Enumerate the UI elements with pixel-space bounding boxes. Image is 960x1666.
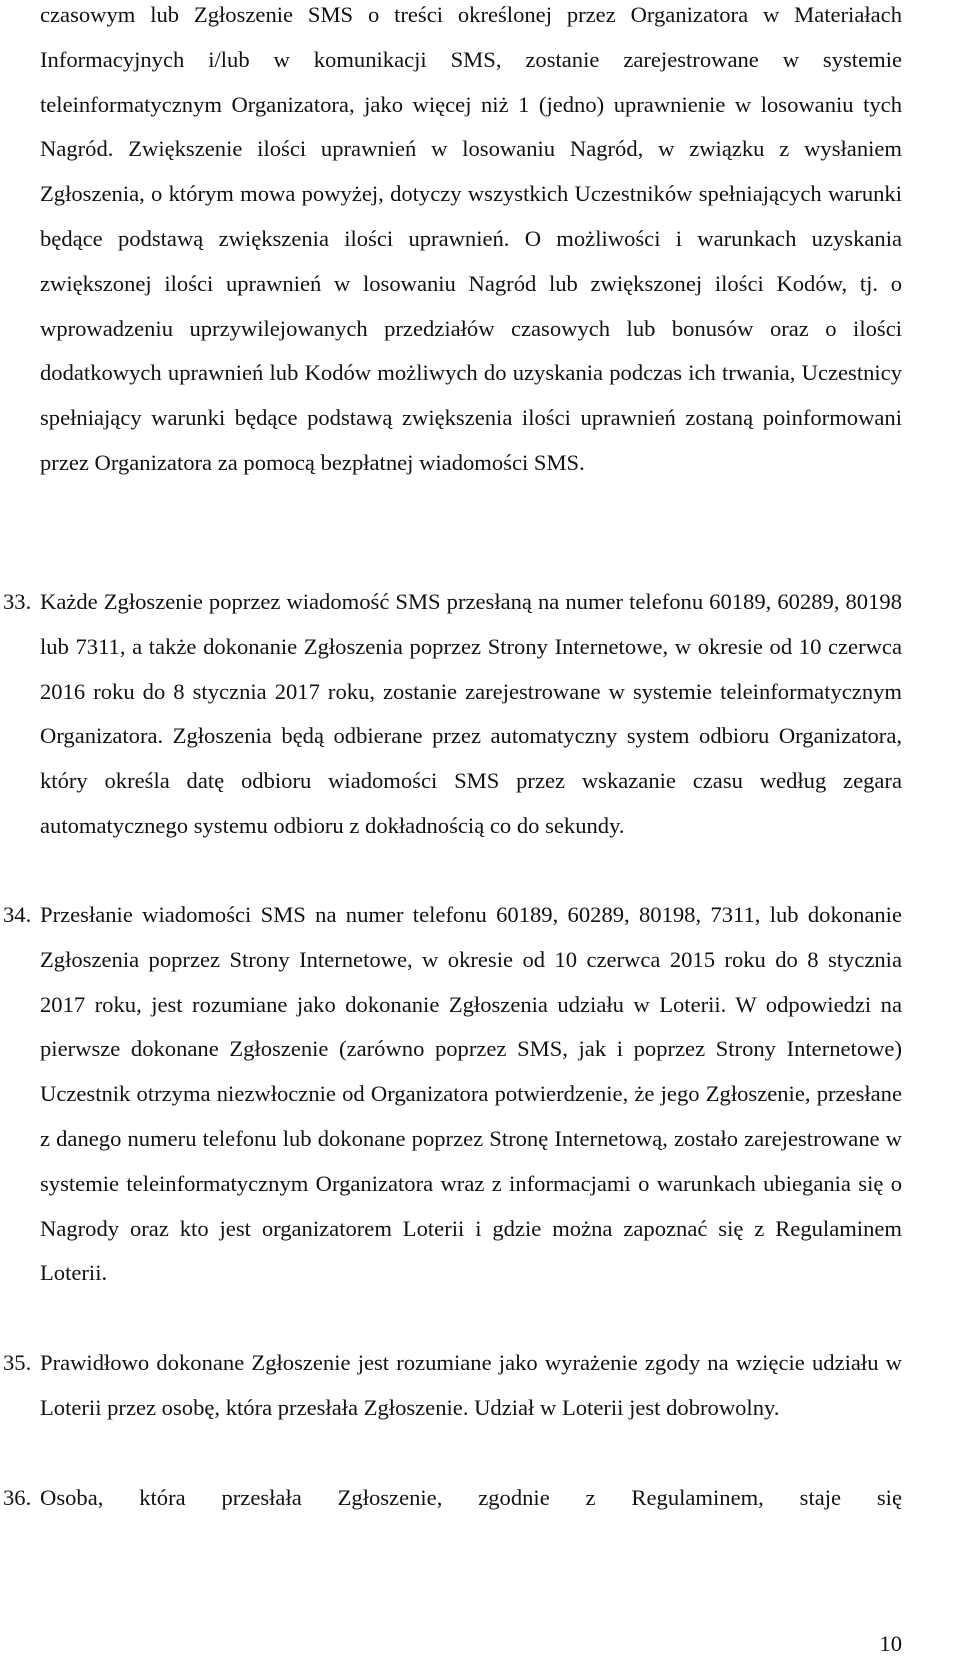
item-number: 33. — [3, 589, 32, 614]
item-number: 35. — [3, 1350, 32, 1375]
intro-paragraph: czasowym lub Zgłoszenie SMS o treści określonej przez Organizatora w Materiałach Informacyjnych i/lub w komunikacji SMS, zostanie zarejestrowane w systemie teleinformatycznym Organizatora, jako więcej niż 1 (jedno) uprawnienie w losowaniu tych Nagród. Zwiększenie ilości uprawnień w losowaniu Nagród, w związku z wysłaniem Zgłoszenia, o którym mowa powyżej, dotyczy wszystkich Uczestników spełniających warunki będące podstawą zwiększenia ilości uprawnień. O możliwości i warunkach uzyskania zwiększonej ilości uprawnień w losowaniu Nagród lub zwiększonej ilości Kodów, tj. o wprowadzeniu uprzywilejowanych przedziałów czasowych lub bonusów oraz o ilości dodatkowych uprawnień lub Kodów możliwych do uzyskania podczas ich trwania, Uczestnicy spełniający warunki będące podstawą zwiększenia ilości uprawnień zostaną poinformowani przez Organizatora za pomocą bezpłatnej wiadomości SMS. — [40, 2, 902, 475]
page-number: 10 — [879, 1631, 902, 1656]
item-number: 34. — [3, 902, 32, 927]
item-text: Każde Zgłoszenie poprzez wiadomość SMS przesłaną na numer telefonu 60189, 60289, 80198 lub 7311, a także dokonanie Zgłoszenia poprzez Strony Internetowe, w okresie od 10 czerwca 2016 roku do 8 stycznia 2017 roku, zostanie zarejestrowane w systemie teleinformatycznym Organizatora. Zgłoszenia będą odbierane przez automatyczny system odbioru Organizatora, który określa datę odbioru wiadomości SMS przez wskazanie czasu według zegara automatycznego systemu odbioru z dokładnością co do sekundy. — [40, 589, 902, 838]
item-text: Prawidłowo dokonane Zgłoszenie jest rozumiane jako wyrażenie zgody na wzięcie udziału w Loterii przez osobę, która przesłała Zgłoszenie. Udział w Loterii jest dobrowolny. — [40, 1350, 902, 1420]
item-number: 36. — [3, 1485, 32, 1510]
item-text: Przesłanie wiadomości SMS na numer telefonu 60189, 60289, 80198, 7311, lub dokonanie Zgłoszenia poprzez Strony Internetowe, w okresie od 10 czerwca 2015 roku do 8 stycznia 2017 roku, jest rozumiane jako dokonanie Zgłoszenia udziału w Loterii. W odpowiedzi na pierwsze dokonane Zgłoszenie (zarówno poprzez SMS, jak i poprzez Strony Internetowe) Uczestnik otrzyma niezwłocznie od Organizatora potwierdzenie, że jego Zgłoszenie, przesłane z danego numeru telefonu lub dokonane poprzez Stronę Internetową, zostało zarejestrowane w systemie teleinformatycznym Organizatora wraz z informacjami o warunkach ubiegania się o Nagrody oraz kto jest organizatorem Loterii i gdzie można zapoznać się z Regulaminem Loterii. — [40, 902, 902, 1286]
item-text: Osoba, która przesłała Zgłoszenie, zgodnie z Regulaminem, staje się — [40, 1485, 902, 1510]
